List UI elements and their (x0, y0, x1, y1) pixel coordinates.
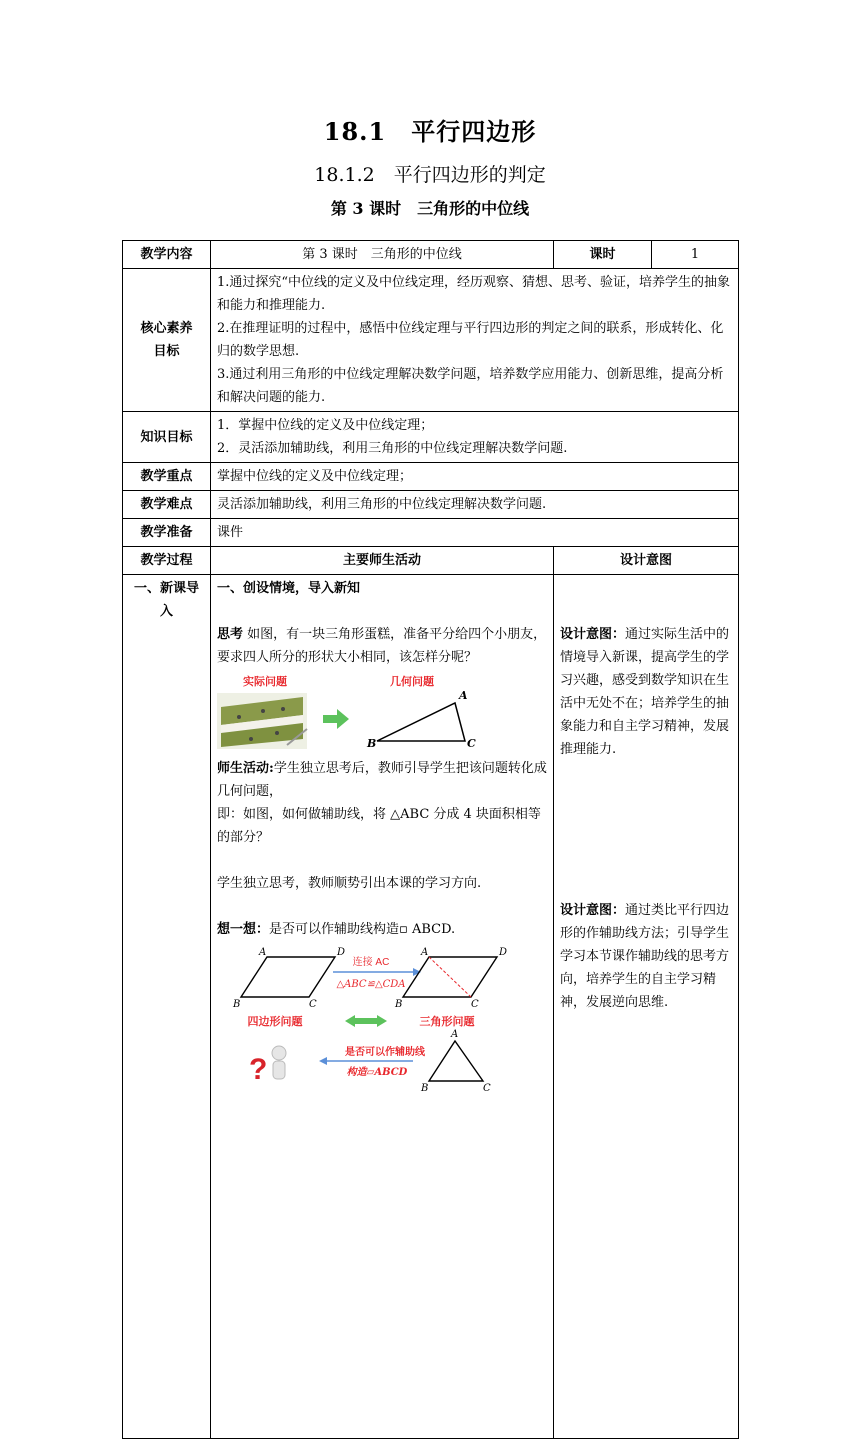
lesson-title: 第 3 课时 三角形的中位线 (330, 199, 530, 218)
focus-value: 掌握中位线的定义及中位线定理； (211, 463, 739, 491)
activity-heading: 一、创设情境，导入新知 (217, 581, 361, 596)
activity-direction: 学生独立思考，教师顺势引出本课的学习方向. (217, 876, 482, 891)
label-core (123, 269, 211, 412)
diagonal-ac-line (429, 957, 471, 997)
section-title: 18.1.2 平行四边形的判定 (314, 164, 546, 186)
right-vertex-c: C (471, 999, 479, 1010)
right-arrow-icon (323, 709, 349, 729)
small-vertex-c: C (483, 1083, 491, 1094)
intent-1-text: 通过实际生活中的情境导入新课，提高学生的学习兴趣，感受到数学知识在生活中无处不在；培养学生的抽象能力和自主学习精神，发展推理能力. (560, 627, 730, 757)
difficulty-value: 灵活添加辅助线，利用三角形的中位线定理解决数学问题. (211, 491, 739, 519)
real-problem-label: 实际问题 (243, 676, 287, 688)
connect-ac-label: 连接 AC (352, 957, 390, 968)
knowledge-goals (211, 412, 739, 463)
think-paragraph (217, 623, 547, 669)
stage-label: 一、新课导入 (123, 575, 211, 1439)
header-intent: 设计意图 (554, 547, 739, 575)
parallelogram-left-shape (241, 957, 335, 997)
activity-label: 师生活动: (217, 761, 274, 776)
tri-problem-label: 三角形问题 (419, 1016, 475, 1028)
label-knowledge: 知识目标 (123, 412, 211, 463)
small-vertex-b: B (421, 1083, 429, 1094)
header-process: 教学过程 (123, 547, 211, 575)
header-activities: 主要师生活动 (211, 547, 554, 575)
right-vertex-b: B (395, 999, 403, 1010)
label-focus: 教学重点 (123, 463, 211, 491)
intent-cell (554, 575, 739, 1439)
think-label: 思考 (217, 627, 244, 642)
idea-label: 想一想： (217, 922, 270, 937)
double-arrow-icon (345, 1015, 387, 1027)
core-goals (211, 269, 739, 412)
idea-paragraph (217, 918, 547, 941)
left-vertex-d: D (337, 947, 346, 958)
core-goal-1: 1.通过探究“中位线的定义及中位线定理，经历观察、猜想、思考、验证，培养学生的抽象和能力和推理能力. (217, 275, 731, 313)
intent-1-label: 设计意图： (560, 627, 626, 642)
idea-text: 是否可以作辅助线构造▫ ABCD. (269, 922, 456, 937)
knowledge-goal-2: 2．灵活添加辅助线，利用三角形的中位线定理解决数学问题. (217, 441, 568, 456)
page-title: 18.1 平行四边形 (323, 117, 537, 146)
triangle-abc-shape (377, 703, 465, 741)
content-value: 第 3 课时 三角形的中位线 (211, 241, 554, 269)
right-vertex-d: D (499, 947, 508, 958)
label-core-line1: 核心素养 (140, 321, 193, 336)
back-arrow-head-icon (319, 1057, 327, 1065)
intent-2 (560, 899, 732, 1014)
cake-image (217, 693, 307, 749)
label-hours: 课时 (554, 241, 652, 269)
left-vertex-b: B (233, 999, 241, 1010)
activities-cell (211, 575, 554, 1439)
label-core-line2: 目标 (153, 344, 180, 359)
activity-paragraph (217, 757, 547, 803)
svg-text:?: ? (249, 1053, 268, 1086)
label-prep: 教学准备 (123, 519, 211, 547)
label-content: 教学内容 (123, 241, 211, 269)
cake-to-triangle-figure (217, 673, 497, 751)
activity-question: 即：如图，如何做辅助线，将 △ABC 分成 4 块面积相等的部分？ (217, 807, 541, 845)
vertex-b-label: B (367, 737, 377, 750)
congruent-label: △ABC≌△CDA (336, 979, 406, 990)
hours-value: 1 (652, 241, 739, 269)
question-label: 是否可以作辅助线 (345, 1047, 425, 1058)
left-vertex-a: A (259, 947, 267, 958)
core-goal-3: 3.通过利用三角形的中位线定理解决数学问题，培养数学应用能力、创新思维，提高分析和解决问题的能力. (217, 367, 724, 405)
parallelogram-figure (217, 945, 517, 1095)
core-goal-2: 2.在推理证明的过程中，感悟中位线定理与平行四边形的判定之间的联系，形成转化、化归的数学思想. (217, 321, 724, 359)
question-figure-icon (249, 1046, 286, 1086)
vertex-c-label: C (467, 737, 476, 750)
think-text: 如图，有一块三角形蛋糕，准备平分给四个小朋友，要求四人所分的形状大小相同，该怎样分呢？ (217, 627, 547, 665)
quad-problem-label: 四边形问题 (247, 1016, 303, 1028)
vertex-a-label: A (459, 689, 468, 702)
left-vertex-c: C (309, 999, 317, 1010)
geometry-problem-label: 几何问题 (390, 676, 434, 688)
knowledge-goal-1: 1．掌握中位线的定义及中位线定理； (217, 418, 434, 433)
intent-2-label: 设计意图： (560, 903, 626, 918)
small-triangle-shape (429, 1041, 483, 1081)
prep-value: 课件 (211, 519, 739, 547)
lesson-plan-table (122, 240, 739, 1439)
small-vertex-a: A (451, 1029, 459, 1040)
intent-1 (560, 623, 732, 761)
label-difficulty: 教学难点 (123, 491, 211, 519)
activity-text: 学生独立思考后，教师引导学生把该问题转化成几何问题， (217, 761, 547, 799)
intent-2-text: 通过类比平行四边形的作辅助线方法；引导学生学习本节课作辅助线的思考方向，培养学生的自主学习精神，发展逆向思维. (560, 903, 730, 1010)
right-vertex-a: A (421, 947, 429, 958)
construct-label: 构造▱ABCD (346, 1067, 408, 1078)
parallelogram-right-shape (403, 957, 497, 997)
